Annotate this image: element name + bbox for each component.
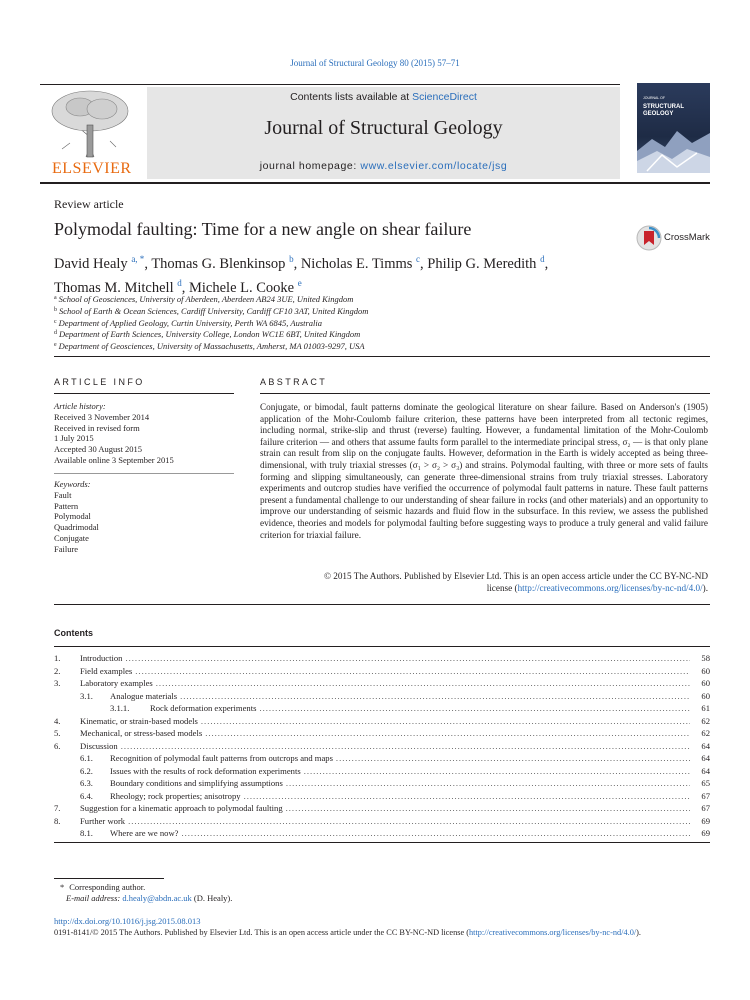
keyword: Failure: [54, 543, 79, 554]
history-item: Received in revised form: [54, 422, 140, 433]
toc-leader-dots: [244, 790, 690, 803]
toc-entry[interactable]: [54, 715, 710, 728]
abstract-rule: [260, 393, 710, 394]
author-affil-mark[interactable]: e: [297, 277, 302, 288]
corresponding-author-note: [54, 882, 145, 893]
toc-page-number[interactable]: 67: [701, 790, 710, 801]
toc-title[interactable]: Recognition of polymodal fault patterns from outcrops and maps: [110, 753, 333, 763]
history-item: Accepted 30 August 2015: [54, 444, 143, 455]
cover-small-text: JOURNAL OF: [643, 96, 666, 100]
affiliation: [54, 293, 654, 305]
info-separator: [54, 473, 234, 474]
toc-title[interactable]: Laboratory examples: [80, 678, 153, 688]
elsevier-logo[interactable]: [40, 87, 140, 179]
affiliation-mark: c: [54, 318, 57, 325]
toc-title[interactable]: Where are we now?: [110, 828, 179, 838]
elsevier-wordmark: ELSEVIER: [52, 160, 132, 177]
email-note: [66, 893, 232, 904]
affiliation: [54, 340, 654, 352]
author-affil-mark[interactable]: b: [289, 254, 294, 264]
history-item: 1 July 2015: [54, 433, 94, 444]
toc-leader-dots: [121, 740, 690, 753]
toc-entry[interactable]: [54, 790, 710, 803]
toc-title[interactable]: Boundary conditions and simplifying assumptions: [110, 778, 283, 788]
affiliation: [54, 328, 654, 340]
author-separator: ,: [144, 255, 152, 272]
author-name: Philip G. Meredith: [427, 255, 537, 272]
toc-leader-dots: [156, 677, 690, 690]
cover-title-line-2: GEOLOGY: [643, 111, 674, 117]
author-affil-mark[interactable]: a, *: [131, 254, 145, 264]
email-label: E-mail address:: [66, 893, 121, 903]
toc-page-number[interactable]: 69: [701, 815, 710, 826]
toc-page-number[interactable]: 61: [701, 703, 710, 713]
toc-leader-dots: [286, 802, 690, 815]
toc-page-number[interactable]: 65: [701, 778, 710, 788]
toc-leader-dots: [205, 727, 690, 740]
elsevier-tree-icon: [40, 87, 140, 159]
toc-title[interactable]: Introduction: [80, 653, 123, 663]
author[interactable]: [151, 256, 301, 272]
article-info-rule: [54, 393, 234, 394]
toc-leader-dots: [128, 815, 690, 828]
abstract-bottom-rule: [54, 604, 710, 605]
toc-page-number[interactable]: 60: [701, 678, 710, 688]
author-separator: ,: [544, 255, 549, 272]
crossmark-icon: [636, 225, 662, 251]
toc-entry[interactable]: [54, 740, 710, 753]
history-item: Available online 3 September 2015: [54, 454, 174, 465]
toc-number: 6.: [54, 740, 61, 751]
journal-header: [40, 87, 710, 179]
toc-title[interactable]: Discussion: [80, 740, 118, 751]
toc-number: 6.3.: [80, 778, 93, 788]
abstract-copyright: [260, 571, 708, 594]
cover-image-icon: [637, 121, 710, 173]
author[interactable]: [427, 256, 548, 272]
article-title: Polymodal faulting: Time for a new angle on shear failure: [54, 219, 472, 239]
license-link[interactable]: http://creativecommons.org/licenses/by-nc-nd/4.0/: [517, 582, 703, 593]
toc-entry[interactable]: [54, 665, 710, 678]
crossmark-badge[interactable]: [636, 225, 716, 251]
toc-page-number[interactable]: 60: [701, 665, 710, 676]
affiliation-mark: e: [54, 342, 57, 349]
article-history: [54, 401, 234, 466]
keywords: [54, 479, 234, 555]
toc-entry[interactable]: [54, 777, 710, 790]
toc-number: 1.: [54, 653, 61, 663]
toc-number: 8.1.: [80, 828, 93, 838]
toc-entry[interactable]: [54, 652, 710, 665]
toc-leader-dots: [201, 715, 690, 728]
history-label: Article history:: [54, 401, 106, 411]
toc-number: 3.1.1.: [110, 703, 130, 713]
toc-leader-dots: [181, 827, 690, 840]
toc-number: 7.: [54, 803, 61, 813]
toc-title[interactable]: Analogue materials: [110, 690, 178, 701]
email-suffix: (D. Healy).: [193, 893, 233, 903]
author-separator: ,: [181, 279, 189, 296]
contents-availability: [147, 91, 620, 103]
toc-number: 2.: [54, 665, 61, 676]
toc-title[interactable]: Kinematic, or strain-based models: [80, 715, 198, 726]
sciencedirect-link[interactable]: ScienceDirect: [412, 91, 477, 103]
author-name: David Healy: [54, 255, 128, 272]
toc-number: 4.: [54, 715, 61, 726]
journal-reference[interactable]: Journal of Structural Geology 80 (2015) 57–71: [290, 58, 460, 68]
journal-title: Journal of Structural Geology: [264, 117, 503, 139]
copyright-suffix: ).: [702, 582, 708, 593]
affiliation-text: School of Geosciences, University of Aberdeen, Aberdeen AB24 3UE, United Kingdom: [58, 294, 354, 304]
issn-end: ).: [636, 928, 641, 937]
toc-entry[interactable]: [54, 702, 710, 715]
journal-cover[interactable]: [637, 83, 710, 173]
affiliation: [54, 305, 654, 317]
toc-leader-dots: [180, 690, 690, 703]
abstract-text: Conjugate, or bimodal, fault patterns dominate the geological literature on shear failure. Based on Anderson's (1905) application of the Mohr-Coulomb failure criterion, these patterns have been interpreted from all tectonic regimes, including normal, strike-slip and thrust (reverse) faulting. However, a fundamental limitation of the Mohr-Coulomb failure criterion — and others that assume faults form parallel to the intermediate principal stress, σ₂ — is that only plane strain can result from slip on the conjugate faults. However, deformation in the Earth is widely accepted as being three-dimensional, with truly triaxial stresses (σ₁ > σ₂ > σ₃) and strains. Polymodal faulting, with three or more sets of faults forming and slipping simultaneously, can generate three-dimensional strains from truly triaxial stresses. Laboratory experiments and outcrop studies have verified the occurrence of polymodal fault patterns in nature. These fault patterns present a fundamental challenge to our understanding of shear failure in rocks (and other materials) and an opportunity to improve our understanding of seismic hazards and fluid flow in the subsurface. In this review, we assess the published evidence, theories and models for polymodal faulting before suggesting ways to produce a truly general and valid failure criterion for triaxial failure.: [260, 402, 708, 540]
toc-entry[interactable]: [54, 752, 710, 765]
toc-leader-dots: [286, 777, 690, 790]
author-name: Thomas G. Blenkinsop: [151, 255, 286, 272]
affiliation-text: Department of Geosciences, University of Massachusetts, Amherst, MA 01003-9297, USA: [58, 341, 365, 352]
author-name: Nicholas E. Timms: [300, 255, 413, 272]
footnote-mark: *: [60, 882, 65, 892]
toc-title[interactable]: Rheology; rock properties; anisotropy: [110, 790, 241, 801]
toc-title[interactable]: Suggestion for a kinematic approach to polymodal faulting: [80, 803, 283, 813]
author-name: Michele L. Cooke: [189, 279, 295, 296]
author-list: [54, 250, 654, 298]
toc-number: 8.: [54, 815, 61, 826]
toc-entry[interactable]: [54, 802, 710, 815]
affiliation-text: Department of Earth Sciences, University College, London WC1E 6BT, United Kingdom: [59, 329, 361, 340]
toc-leader-dots: [135, 665, 690, 678]
author-separator: ,: [293, 255, 301, 272]
keyword: Conjugate: [54, 532, 89, 543]
issn-text: 0191-8141/© 2015 The Authors. Published by Elsevier Ltd. This is an open access article under the CC BY-NC-ND license (: [54, 928, 470, 937]
journal-masthead: [147, 87, 620, 179]
toc-title[interactable]: Further work: [80, 815, 126, 826]
toc-title[interactable]: Mechanical, or stress-based models: [80, 728, 203, 738]
issn-license-link[interactable]: http://creativecommons.org/licenses/by-nc-nd/4.0/: [469, 928, 637, 937]
toc-entry[interactable]: [54, 815, 710, 828]
toc-page-number[interactable]: 62: [701, 728, 710, 738]
affiliation-text: Department of Applied Geology, Curtin University, Perth WA 6845, Australia: [58, 317, 323, 328]
toc-page-number[interactable]: 58: [701, 653, 710, 663]
toc-page-number[interactable]: 69: [701, 828, 710, 838]
toc-title[interactable]: Rock deformation experiments: [150, 703, 257, 713]
issn-line: [54, 928, 641, 937]
affiliation-list: [54, 293, 654, 352]
affiliation: [54, 317, 654, 329]
toc-entry[interactable]: [54, 827, 710, 840]
cover-title: [643, 95, 684, 118]
toc-entry[interactable]: [54, 677, 710, 690]
toc-page-number[interactable]: 64: [701, 740, 710, 751]
author-name: Thomas M. Mitchell: [54, 279, 174, 296]
contents-bottom-rule: [54, 842, 710, 843]
contents-heading: Contents: [54, 628, 93, 638]
toc-leader-dots: [259, 702, 690, 715]
header-bottom-rule: [40, 182, 710, 184]
email-link[interactable]: d.healy@abdn.ac.uk: [122, 893, 192, 903]
author-separator: ,: [420, 255, 428, 272]
author[interactable]: [301, 256, 427, 272]
article-type: Review article: [54, 197, 124, 211]
contents-prefix: Contents lists available at: [290, 91, 413, 103]
keywords-label: Keywords:: [54, 479, 91, 489]
doi-link[interactable]: http://dx.doi.org/10.1016/j.jsg.2015.08.013: [54, 916, 201, 926]
header-top-rule: [40, 84, 620, 85]
cover-title-line-1: STRUCTURAL: [643, 104, 684, 110]
crossmark-label: CrossMark: [664, 232, 710, 243]
homepage-prefix: journal homepage:: [259, 160, 361, 172]
copyright-line-1: © 2015 The Authors. Published by Elsevier Ltd. This is an open access article under the CC BY-NC-ND: [323, 571, 708, 581]
keyword: Fault: [54, 489, 72, 500]
keyword: Pattern: [54, 500, 79, 511]
author-affil-mark[interactable]: d: [177, 277, 182, 288]
author-affil-mark[interactable]: d: [540, 254, 545, 264]
abstract-heading: ABSTRACT: [260, 377, 328, 387]
toc-number: 3.1.: [80, 690, 93, 701]
toc-number: 6.1.: [80, 753, 93, 763]
author-affil-mark[interactable]: c: [416, 254, 421, 264]
keyword: Quadrimodal: [54, 522, 99, 533]
toc-number: 3.: [54, 678, 61, 688]
toc-page-number[interactable]: 67: [701, 803, 710, 813]
toc-page-number[interactable]: 64: [701, 753, 710, 763]
toc-leader-dots: [336, 752, 690, 765]
toc-page-number[interactable]: 60: [701, 690, 710, 701]
toc-entry[interactable]: [54, 765, 710, 778]
affiliation-text: School of Earth & Ocean Sciences, Cardiff University, Cardiff CF10 3AT, United Kingdom: [59, 305, 369, 316]
article-info-heading: ARTICLE INFO: [54, 377, 145, 387]
toc-page-number[interactable]: 64: [701, 765, 710, 776]
toc-leader-dots: [304, 765, 690, 778]
toc-number: 6.2.: [80, 765, 93, 776]
author[interactable]: [54, 256, 151, 272]
journal-homepage: [147, 160, 620, 172]
toc-leader-dots: [125, 652, 690, 665]
copyright-prefix: license (: [486, 582, 518, 593]
history-item: Received 3 November 2014: [54, 411, 150, 422]
affiliation-mark: a: [54, 295, 57, 301]
toc-number: 5.: [54, 728, 61, 738]
copyright-line-2: [260, 583, 708, 595]
keyword: Polymodal: [54, 511, 91, 522]
toc-page-number[interactable]: 62: [701, 715, 710, 726]
corresponding-text: Corresponding author.: [69, 882, 146, 892]
table-of-contents: [54, 652, 710, 840]
toc-entry[interactable]: [54, 727, 710, 740]
toc-number: 6.4.: [80, 790, 93, 801]
affiliation-mark: d: [54, 330, 57, 337]
homepage-link[interactable]: www.elsevier.com/locate/jsg: [360, 160, 508, 172]
toc-entry[interactable]: [54, 690, 710, 703]
affiliation-mark: b: [54, 306, 57, 313]
footnote-rule: [54, 878, 164, 879]
affiliations-rule: [54, 356, 710, 357]
toc-title[interactable]: Issues with the results of rock deformation experiments: [110, 765, 301, 776]
toc-title[interactable]: Field examples: [80, 665, 133, 676]
contents-rule: [54, 646, 710, 647]
